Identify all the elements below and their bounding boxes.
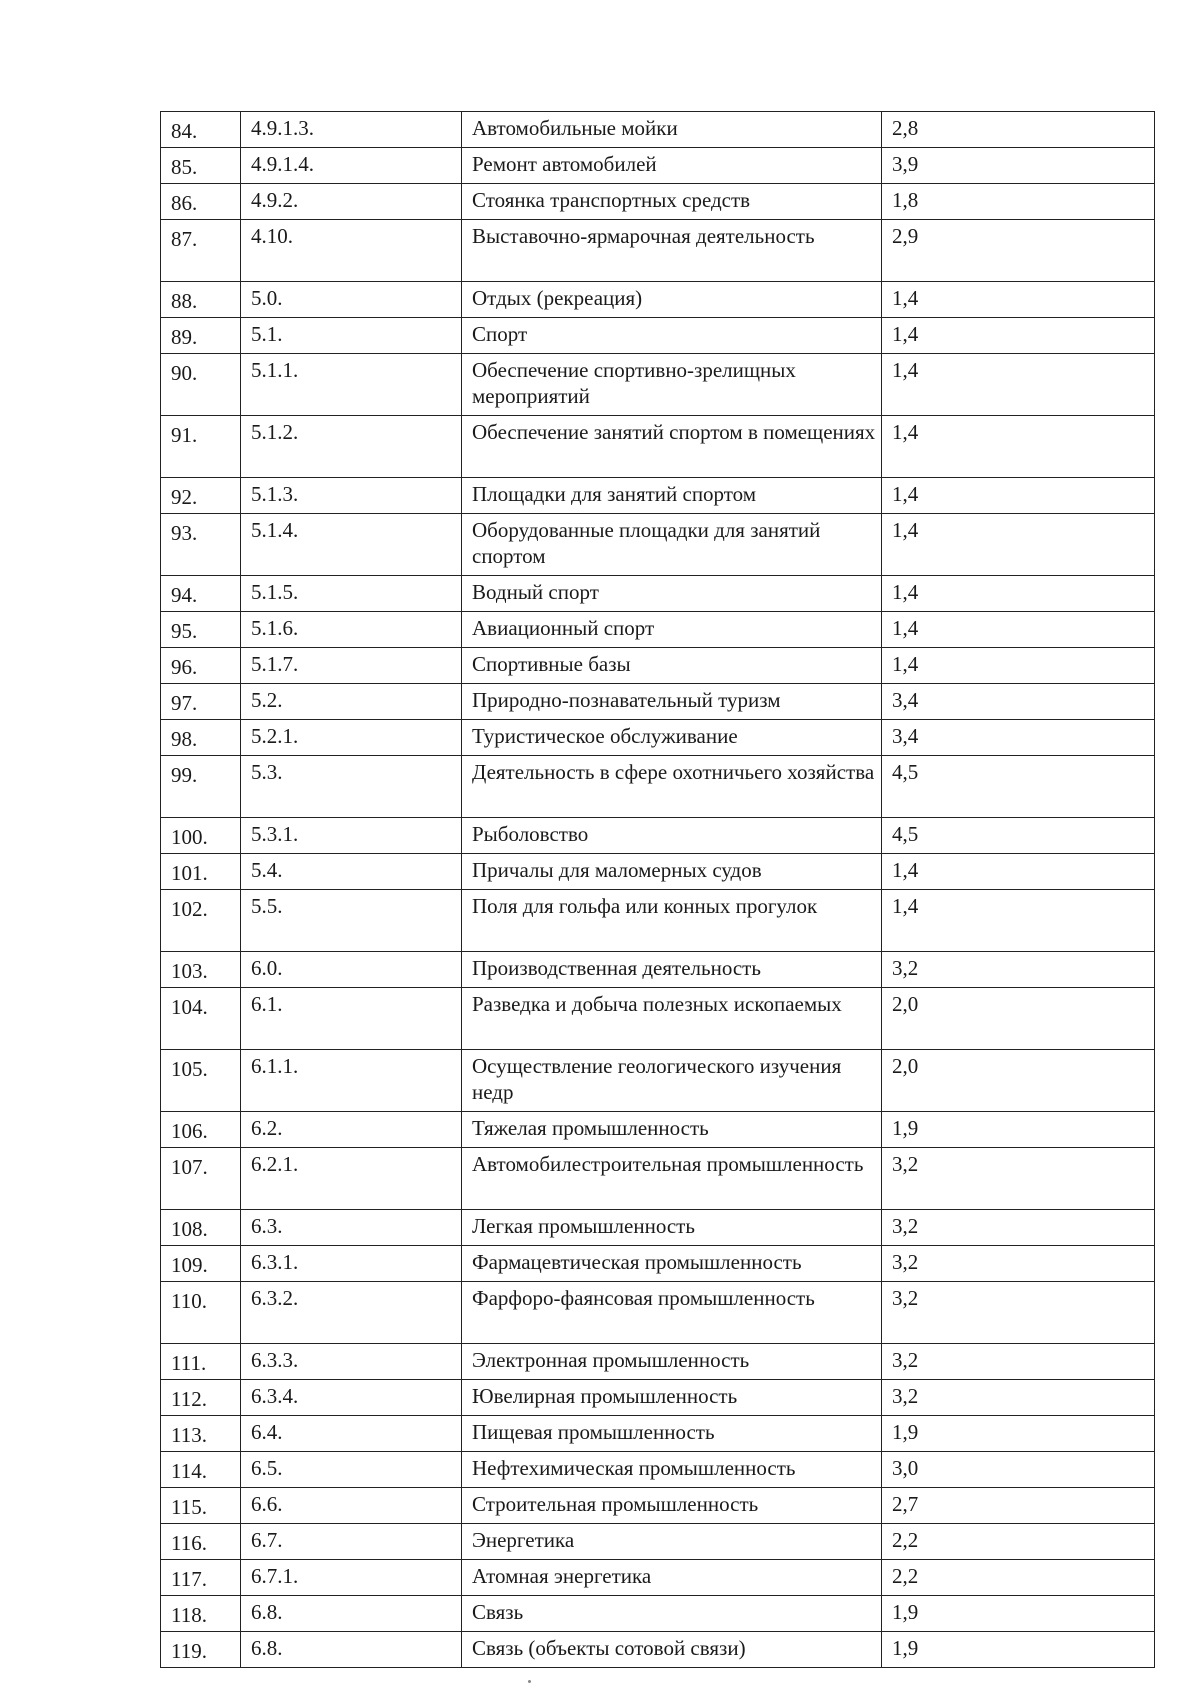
coefficient-value-cell: 3,2 (882, 952, 1155, 988)
land-use-code-cell: 6.2. (241, 1112, 462, 1148)
land-use-code-cell: 6.8. (241, 1632, 462, 1668)
land-use-code-cell: 6.3.2. (241, 1282, 462, 1344)
land-use-name-cell: Нефтехимическая промышленность (462, 1452, 882, 1488)
row-number-cell: 105. (161, 1050, 241, 1112)
row-number-cell: 98. (161, 720, 241, 756)
table-row (161, 220, 1155, 282)
coefficient-value-cell: 2,0 (882, 1050, 1155, 1112)
table-row (161, 1416, 1155, 1452)
land-use-name-cell: Стоянка транспортных средств (462, 184, 882, 220)
row-number-cell: 95. (161, 612, 241, 648)
land-use-code-cell: 4.9.1.3. (241, 112, 462, 148)
row-number-cell: 90. (161, 354, 241, 416)
row-number-cell: 111. (161, 1344, 241, 1380)
land-use-name-cell: Спортивные базы (462, 648, 882, 684)
land-use-name-cell: Ремонт автомобилей (462, 148, 882, 184)
coefficient-value-cell: 3,2 (882, 1246, 1155, 1282)
table-row (161, 1148, 1155, 1210)
land-use-code-cell: 5.1.4. (241, 514, 462, 576)
coefficient-value-cell: 3,9 (882, 148, 1155, 184)
land-use-name-cell: Фармацевтическая промышленность (462, 1246, 882, 1282)
table-row (161, 756, 1155, 818)
table-row (161, 1596, 1155, 1632)
table-row (161, 1452, 1155, 1488)
coefficient-value-cell: 3,2 (882, 1148, 1155, 1210)
coefficient-value-cell: 1,9 (882, 1596, 1155, 1632)
table-row (161, 612, 1155, 648)
land-use-name-cell: Деятельность в сфере охотничьего хозяйства (462, 756, 882, 818)
row-number-cell: 93. (161, 514, 241, 576)
table-row (161, 576, 1155, 612)
land-use-code-cell: 6.1. (241, 988, 462, 1050)
land-use-name-cell: Производственная деятельность (462, 952, 882, 988)
row-number-cell: 114. (161, 1452, 241, 1488)
land-use-name-cell: Фарфоро-фаянсовая промышленность (462, 1282, 882, 1344)
coefficient-value-cell: 1,4 (882, 282, 1155, 318)
coefficient-value-cell: 2,9 (882, 220, 1155, 282)
land-use-code-cell: 5.5. (241, 890, 462, 952)
land-use-name-cell: Туристическое обслуживание (462, 720, 882, 756)
land-use-name-cell: Разведка и добыча полезных ископаемых (462, 988, 882, 1050)
land-use-name-cell: Природно-познавательный туризм (462, 684, 882, 720)
coefficient-value-cell: 1,4 (882, 318, 1155, 354)
table-row (161, 854, 1155, 890)
land-use-code-cell: 6.7.1. (241, 1560, 462, 1596)
coefficient-value-cell: 1,4 (882, 576, 1155, 612)
land-use-code-cell: 4.9.1.4. (241, 148, 462, 184)
table-row (161, 1282, 1155, 1344)
table-row (161, 684, 1155, 720)
table-row (161, 112, 1155, 148)
land-use-code-cell: 6.7. (241, 1524, 462, 1560)
land-use-code-cell: 5.1.1. (241, 354, 462, 416)
coefficient-value-cell: 2,2 (882, 1560, 1155, 1596)
land-use-code-cell: 5.1.5. (241, 576, 462, 612)
row-number-cell: 100. (161, 818, 241, 854)
land-use-name-cell: Автомобилестроительная промышленность (462, 1148, 882, 1210)
row-number-cell: 96. (161, 648, 241, 684)
coefficient-value-cell: 3,4 (882, 684, 1155, 720)
coefficient-value-cell: 1,4 (882, 354, 1155, 416)
land-use-code-cell: 6.5. (241, 1452, 462, 1488)
land-use-name-cell: Легкая промышленность (462, 1210, 882, 1246)
row-number-cell: 99. (161, 756, 241, 818)
table-row (161, 720, 1155, 756)
row-number-cell: 84. (161, 112, 241, 148)
row-number-cell: 94. (161, 576, 241, 612)
coefficient-value-cell: 1,4 (882, 854, 1155, 890)
land-use-name-cell: Осуществление геологического изучения недр (462, 1050, 882, 1112)
coefficient-value-cell: 2,0 (882, 988, 1155, 1050)
row-number-cell: 102. (161, 890, 241, 952)
land-use-name-cell: Обеспечение занятий спортом в помещениях (462, 416, 882, 478)
table-row (161, 1488, 1155, 1524)
coefficient-value-cell: 1,4 (882, 514, 1155, 576)
land-use-name-cell: Связь (462, 1596, 882, 1632)
coefficient-value-cell: 1,8 (882, 184, 1155, 220)
land-use-code-cell: 6.2.1. (241, 1148, 462, 1210)
land-use-name-cell: Электронная промышленность (462, 1344, 882, 1380)
table-row (161, 1632, 1155, 1668)
row-number-cell: 110. (161, 1282, 241, 1344)
land-use-name-cell: Атомная энергетика (462, 1560, 882, 1596)
coefficient-value-cell: 1,4 (882, 416, 1155, 478)
coefficient-value-cell: 4,5 (882, 818, 1155, 854)
row-number-cell: 118. (161, 1596, 241, 1632)
row-number-cell: 85. (161, 148, 241, 184)
land-use-code-cell: 6.6. (241, 1488, 462, 1524)
coefficient-value-cell: 1,9 (882, 1632, 1155, 1668)
row-number-cell: 116. (161, 1524, 241, 1560)
land-use-name-cell: Ювелирная промышленность (462, 1380, 882, 1416)
land-use-code-cell: 5.2.1. (241, 720, 462, 756)
table-row (161, 514, 1155, 576)
land-use-name-cell: Пищевая промышленность (462, 1416, 882, 1452)
table-row (161, 1560, 1155, 1596)
row-number-cell: 87. (161, 220, 241, 282)
row-number-cell: 117. (161, 1560, 241, 1596)
table-body (161, 112, 1155, 1668)
coefficient-value-cell: 1,4 (882, 890, 1155, 952)
land-use-code-cell: 5.1. (241, 318, 462, 354)
table-row (161, 1380, 1155, 1416)
land-use-code-cell: 6.4. (241, 1416, 462, 1452)
row-number-cell: 108. (161, 1210, 241, 1246)
table-row (161, 184, 1155, 220)
table-row (161, 354, 1155, 416)
land-use-name-cell: Причалы для маломерных судов (462, 854, 882, 890)
table-row (161, 148, 1155, 184)
land-use-code-cell: 6.3.3. (241, 1344, 462, 1380)
land-use-name-cell: Связь (объекты сотовой связи) (462, 1632, 882, 1668)
land-use-code-cell: 4.9.2. (241, 184, 462, 220)
row-number-cell: 109. (161, 1246, 241, 1282)
land-use-name-cell: Поля для гольфа или конных прогулок (462, 890, 882, 952)
land-use-name-cell: Автомобильные мойки (462, 112, 882, 148)
table-row (161, 1112, 1155, 1148)
table-row (161, 1524, 1155, 1560)
land-use-code-cell: 6.3.4. (241, 1380, 462, 1416)
row-number-cell: 89. (161, 318, 241, 354)
land-use-code-cell: 6.3.1. (241, 1246, 462, 1282)
land-use-code-cell: 5.4. (241, 854, 462, 890)
row-number-cell: 101. (161, 854, 241, 890)
row-number-cell: 86. (161, 184, 241, 220)
table-row (161, 890, 1155, 952)
coefficient-value-cell: 4,5 (882, 756, 1155, 818)
coefficient-value-cell: 3,2 (882, 1344, 1155, 1380)
row-number-cell: 119. (161, 1632, 241, 1668)
table-row (161, 1246, 1155, 1282)
coefficient-value-cell: 1,9 (882, 1416, 1155, 1452)
coefficient-value-cell: 1,9 (882, 1112, 1155, 1148)
coefficient-value-cell: 2,7 (882, 1488, 1155, 1524)
coefficient-value-cell: 1,4 (882, 648, 1155, 684)
land-use-name-cell: Строительная промышленность (462, 1488, 882, 1524)
table-row (161, 952, 1155, 988)
land-use-code-cell: 6.0. (241, 952, 462, 988)
land-use-code-cell: 5.3.1. (241, 818, 462, 854)
land-use-code-cell: 5.0. (241, 282, 462, 318)
land-use-name-cell: Энергетика (462, 1524, 882, 1560)
row-number-cell: 104. (161, 988, 241, 1050)
coefficient-value-cell: 1,4 (882, 612, 1155, 648)
land-use-code-cell: 6.1.1. (241, 1050, 462, 1112)
land-use-code-cell: 5.1.3. (241, 478, 462, 514)
coefficient-value-cell: 3,2 (882, 1380, 1155, 1416)
row-number-cell: 91. (161, 416, 241, 478)
row-number-cell: 112. (161, 1380, 241, 1416)
land-use-name-cell: Отдых (рекреация) (462, 282, 882, 318)
table-row (161, 988, 1155, 1050)
row-number-cell: 88. (161, 282, 241, 318)
coefficient-value-cell: 3,2 (882, 1210, 1155, 1246)
land-use-coefficient-table (160, 111, 1155, 1668)
coefficient-value-cell: 3,4 (882, 720, 1155, 756)
land-use-name-cell: Площадки для занятий спортом (462, 478, 882, 514)
coefficient-value-cell: 2,2 (882, 1524, 1155, 1560)
row-number-cell: 107. (161, 1148, 241, 1210)
land-use-name-cell: Оборудованные площадки для занятий спортом (462, 514, 882, 576)
coefficient-value-cell: 3,0 (882, 1452, 1155, 1488)
row-number-cell: 106. (161, 1112, 241, 1148)
table-row (161, 478, 1155, 514)
table-row (161, 818, 1155, 854)
row-number-cell: 97. (161, 684, 241, 720)
row-number-cell: 92. (161, 478, 241, 514)
land-use-name-cell: Рыболовство (462, 818, 882, 854)
table-row (161, 1210, 1155, 1246)
land-use-name-cell: Выставочно-ярмарочная деятельность (462, 220, 882, 282)
land-use-code-cell: 6.8. (241, 1596, 462, 1632)
row-number-cell: 103. (161, 952, 241, 988)
land-use-name-cell: Водный спорт (462, 576, 882, 612)
coefficient-value-cell: 2,8 (882, 112, 1155, 148)
table-row (161, 1050, 1155, 1112)
land-use-code-cell: 5.3. (241, 756, 462, 818)
table-row (161, 416, 1155, 478)
land-use-code-cell: 5.1.6. (241, 612, 462, 648)
land-use-name-cell: Авиационный спорт (462, 612, 882, 648)
table-row (161, 1344, 1155, 1380)
land-use-code-cell: 4.10. (241, 220, 462, 282)
land-use-name-cell: Тяжелая промышленность (462, 1112, 882, 1148)
land-use-name-cell: Спорт (462, 318, 882, 354)
coefficient-value-cell: 3,2 (882, 1282, 1155, 1344)
table-row (161, 318, 1155, 354)
table-row (161, 648, 1155, 684)
land-use-code-cell: 5.1.2. (241, 416, 462, 478)
row-number-cell: 113. (161, 1416, 241, 1452)
land-use-code-cell: 5.1.7. (241, 648, 462, 684)
land-use-code-cell: 5.2. (241, 684, 462, 720)
scan-artifact-dot (528, 1680, 531, 1683)
row-number-cell: 115. (161, 1488, 241, 1524)
land-use-name-cell: Обеспечение спортивно-зрелищных мероприятий (462, 354, 882, 416)
coefficient-value-cell: 1,4 (882, 478, 1155, 514)
land-use-code-cell: 6.3. (241, 1210, 462, 1246)
table-row (161, 282, 1155, 318)
